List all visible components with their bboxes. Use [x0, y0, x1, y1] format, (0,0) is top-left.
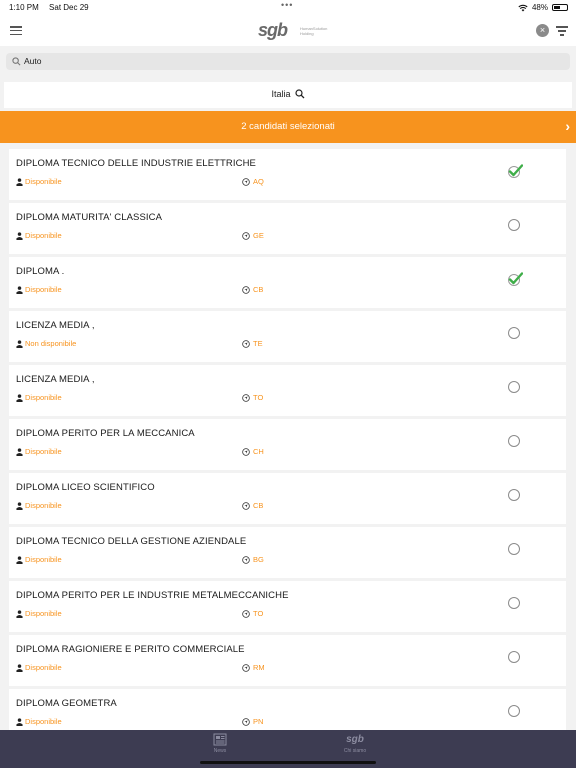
availability-label: Disponibile [25, 501, 62, 510]
candidate-title: DIPLOMA MATURITA' CLASSICA [16, 212, 163, 223]
candidate-title: DIPLOMA RAGIONIERE E PERITO COMMERCIALE [16, 644, 245, 655]
unselected-radio-icon[interactable] [507, 326, 521, 340]
province [242, 717, 263, 726]
availability-status [16, 447, 62, 456]
availability-status [16, 609, 62, 618]
province [242, 231, 264, 240]
nav-bar [0, 16, 576, 46]
battery-icon [552, 4, 568, 11]
selected-checkmark-icon[interactable] [507, 164, 521, 178]
location-arrow-icon [242, 286, 250, 294]
status-bar [0, 0, 576, 16]
unselected-radio-icon[interactable] [507, 380, 521, 394]
person-icon [16, 448, 23, 456]
person-icon [16, 718, 23, 726]
availability-label: Disponibile [25, 555, 62, 564]
tab-news-label: News [213, 748, 227, 754]
search-input[interactable] [6, 53, 570, 70]
province-label: CB [253, 285, 264, 294]
availability-status [16, 339, 76, 348]
location-arrow-icon [242, 502, 250, 510]
selected-candidates-banner[interactable] [0, 111, 576, 143]
unselected-radio-icon[interactable] [507, 542, 521, 556]
unselected-radio-icon[interactable] [507, 434, 521, 448]
list-item[interactable] [9, 581, 566, 632]
province-label: CH [253, 447, 264, 456]
list-item[interactable] [9, 311, 566, 362]
location-arrow-icon [242, 394, 250, 402]
province [242, 285, 263, 294]
location-arrow-icon [242, 340, 250, 348]
person-icon [16, 610, 23, 618]
status-date: Sat Dec 29 [49, 3, 89, 12]
availability-label: Disponibile [25, 231, 62, 240]
location-arrow-icon [242, 556, 250, 564]
availability-status [16, 501, 62, 510]
candidate-title: DIPLOMA PERITO PER LA MECCANICA [16, 428, 195, 439]
candidate-title: LICENZA MEDIA , [16, 374, 95, 385]
availability-status [16, 393, 62, 402]
province [242, 177, 264, 186]
province [242, 555, 264, 564]
location-arrow-icon [242, 664, 250, 672]
unselected-radio-icon[interactable] [507, 596, 521, 610]
province-label: TO [253, 609, 264, 618]
selected-count-label: 2 candidati selezionati [241, 121, 335, 132]
province-label: TE [253, 339, 263, 348]
battery-percent: 48% [531, 3, 548, 12]
province-label: RM [253, 663, 265, 672]
location-arrow-icon [242, 232, 250, 240]
status-time: 1:10 PM [9, 3, 39, 12]
tab-chi-siamo[interactable] [325, 733, 385, 754]
logo-mark: sgb [258, 20, 288, 40]
list-item[interactable] [9, 203, 566, 254]
unselected-radio-icon[interactable] [507, 218, 521, 232]
selected-checkmark-icon[interactable] [507, 272, 521, 286]
person-icon [16, 286, 23, 294]
candidate-title: DIPLOMA TECNICO DELLE INDUSTRIE ELETTRICHE [16, 158, 256, 169]
province [242, 447, 264, 456]
candidate-title: DIPLOMA LICEO SCIENTIFICO [16, 482, 155, 493]
candidate-title: DIPLOMA PERITO PER LE INDUSTRIE METALMECCANICHE [16, 590, 289, 601]
person-icon [16, 664, 23, 672]
filter-icon[interactable] [556, 26, 568, 36]
availability-label: Disponibile [25, 447, 62, 456]
menu-icon[interactable] [10, 26, 22, 35]
availability-label: Disponibile [25, 663, 62, 672]
availability-label: Disponibile [25, 285, 62, 294]
list-item[interactable] [9, 473, 566, 524]
candidate-title: DIPLOMA TECNICO DELLA GESTIONE AZIENDALE [16, 536, 247, 547]
candidate-title: LICENZA MEDIA , [16, 320, 95, 331]
province-label: AQ [253, 177, 264, 186]
logo-subtitle: HumanSolution [300, 26, 328, 31]
availability-status [16, 663, 62, 672]
unselected-radio-icon[interactable] [507, 488, 521, 502]
province-label: CB [253, 501, 264, 510]
person-icon [16, 556, 23, 564]
location-selector[interactable] [4, 82, 572, 108]
province [242, 663, 265, 672]
unselected-radio-icon[interactable] [507, 650, 521, 664]
location-arrow-icon [242, 718, 250, 726]
province-label: PN [253, 717, 264, 726]
multitasking-dots-icon[interactable]: ••• [281, 0, 294, 10]
person-icon [16, 394, 23, 402]
availability-status [16, 231, 62, 240]
province-label: BG [253, 555, 264, 564]
wifi-icon [518, 4, 528, 12]
logo-subtitle-2: Holding [300, 31, 314, 36]
list-item[interactable] [9, 365, 566, 416]
province [242, 501, 263, 510]
person-icon [16, 232, 23, 240]
location-label: Italia [271, 89, 291, 99]
tab-chi-siamo-label: Chi siamo [343, 748, 367, 754]
candidate-list [9, 149, 566, 743]
home-indicator[interactable] [200, 761, 376, 764]
province [242, 609, 263, 618]
province [242, 393, 263, 402]
availability-status [16, 285, 62, 294]
availability-label: Disponibile [25, 717, 62, 726]
person-icon [16, 340, 23, 348]
news-icon [213, 733, 227, 746]
availability-label: Non disponibile [25, 339, 77, 348]
list-item[interactable] [9, 257, 566, 308]
province-label: TO [253, 393, 264, 402]
availability-label: Disponibile [25, 609, 62, 618]
availability-status [16, 717, 62, 726]
sgb-logo-icon: sgb [346, 734, 364, 745]
availability-label: Disponibile [25, 393, 62, 402]
candidate-title: DIPLOMA . [16, 266, 65, 277]
location-arrow-icon [242, 178, 250, 186]
clear-filter-button[interactable]: × [536, 24, 549, 37]
unselected-radio-icon[interactable] [507, 704, 521, 718]
tab-news[interactable] [190, 733, 250, 754]
list-item[interactable] [9, 635, 566, 686]
chevron-right-icon: › [565, 118, 570, 134]
person-icon [16, 502, 23, 510]
search-icon [12, 57, 21, 66]
province-label: GE [253, 231, 264, 240]
availability-label: Disponibile [25, 177, 62, 186]
search-icon [295, 89, 305, 99]
sgb-logo [258, 20, 338, 42]
list-item[interactable] [9, 419, 566, 470]
location-arrow-icon [242, 448, 250, 456]
list-item[interactable] [9, 527, 566, 578]
list-item[interactable] [9, 149, 566, 200]
availability-status [16, 177, 62, 186]
availability-status [16, 555, 62, 564]
location-arrow-icon [242, 610, 250, 618]
person-icon [16, 178, 23, 186]
search-value: Auto [24, 56, 42, 66]
candidate-title: DIPLOMA GEOMETRA [16, 698, 117, 709]
province [242, 339, 263, 348]
